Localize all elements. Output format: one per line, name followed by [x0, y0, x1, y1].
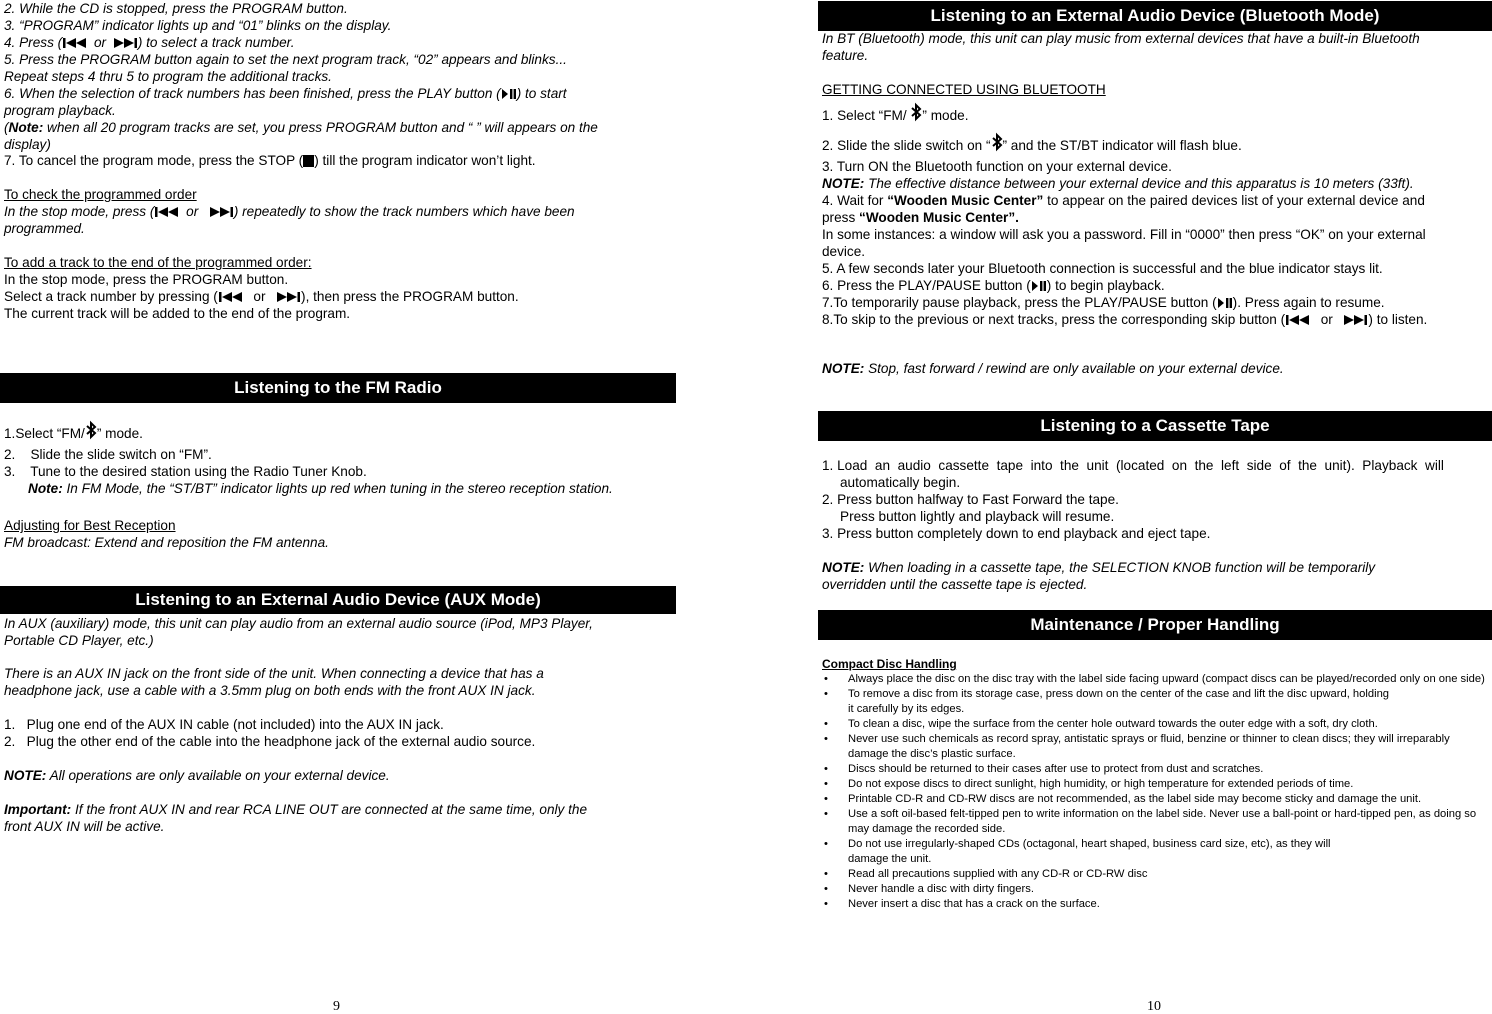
disc-bullet: • Discs should be returned to their cases after use to protect from dust and scratches.	[822, 762, 1492, 777]
add-line-2	[4, 288, 676, 305]
add-post: ), then press the PROGRAM button.	[301, 289, 519, 304]
bt-note-text: The effective distance between your external device and this apparatus is 10 meters (33ft).	[864, 176, 1414, 191]
check-heading: To check the programmed order	[4, 187, 197, 202]
page-number: 10	[1147, 999, 1161, 1014]
bt-step8-pre: 8.To skip to the previous or next tracks, press the corresponding skip button (	[822, 312, 1286, 327]
disc-bullet: • Never handle a disc with dirty fingers.	[822, 882, 1492, 897]
step4-pre: 4. Press (	[4, 35, 63, 50]
program-note	[4, 119, 676, 136]
aux-intro	[4, 615, 676, 649]
cassette-step-3: 3. Press button completely down to end playback and eject tape.	[822, 526, 1211, 541]
aux-jack-1: There is an AUX IN jack on the front side of the unit. When connecting a device that has a	[4, 666, 544, 681]
bt-step-4b	[822, 209, 1492, 226]
fm-step-2: 2. Slide the slide switch on “FM”.	[4, 447, 212, 462]
bluetooth-icon	[991, 132, 1003, 152]
bt-step2-pre: 2. Slide the slide switch on “	[822, 138, 991, 153]
cassette-note-text-2: overridden until the cassette tape is ejected.	[822, 577, 1088, 592]
skip-back-icon	[154, 206, 182, 218]
cassette-section-title: Listening to a Cassette Tape	[818, 411, 1492, 441]
cassette-note-label: NOTE:	[822, 560, 865, 575]
bt-section-title: Listening to an External Audio Device (Bluetooth Mode)	[818, 1, 1492, 31]
bt-step6-post: ) to begin playback.	[1046, 278, 1165, 293]
stop-icon	[303, 155, 314, 167]
check-post: ) repeatedly to show the track numbers which have been	[233, 204, 575, 219]
bt-step2-post: ” and the ST/BT indicator will flash blue.	[1002, 138, 1242, 153]
disc-bullet: • Use a soft oil-based felt-tipped pen to write information on the label side. Never use a ball-point or hard-tipped pen, as doing so may damage the recorded side.	[822, 807, 1492, 837]
program-step-2: 2. While the CD is stopped, press the PROGRAM button.	[4, 1, 348, 16]
step6-post: ) to start	[516, 86, 567, 101]
disc-bullet: • Do not expose discs to direct sunlight, high humidity, or high temperature for extended periods of time.	[822, 777, 1492, 792]
add-or: or	[253, 289, 266, 304]
aux-note-label: NOTE:	[4, 768, 47, 783]
skip-back-icon	[62, 37, 90, 49]
bt-step4b-pre: press	[822, 210, 860, 225]
disc-bullet: • Never insert a disc that has a crack on the surface.	[822, 897, 1492, 912]
bt-note-label: NOTE:	[822, 176, 865, 191]
bt-step-7	[822, 294, 1492, 311]
bt-step1-pre: 1. Select “FM/	[822, 108, 907, 123]
step7-pre: 7. To cancel the program mode, press the STOP (	[4, 153, 304, 168]
page-left	[0, 0, 676, 1014]
aux-step-2: 2. Plug the other end of the cable into the headphone jack of the external audio source.	[4, 734, 536, 749]
program-steps	[4, 0, 676, 153]
aux-section-title: Listening to an External Audio Device (AUX Mode)	[0, 586, 676, 614]
page-number: 9	[333, 999, 340, 1014]
step6-pre: 6. When the selection of track numbers has been finished, press the PLAY button (	[4, 86, 501, 101]
bt-password-1: In some instances: a window will ask you a password. Fill in “0000” then press “OK” on your external	[822, 227, 1426, 242]
bt-note-2	[822, 360, 1492, 377]
skip-forward-icon	[1340, 314, 1368, 326]
bt-note2-text: Stop, fast forward / rewind are only available on your external device.	[864, 361, 1284, 376]
fm-step-3: 3. Tune to the desired station using the Radio Tuner Knob.	[4, 464, 367, 479]
bt-step4-bold: “Wooden Music Center”	[887, 193, 1044, 208]
cassette-step-2: 2. Press button halfway to Fast Forward the tape.	[822, 492, 1119, 507]
program-step-7	[4, 152, 676, 169]
fm-step1-post: ” mode.	[96, 426, 143, 441]
check-order	[4, 186, 676, 237]
fm-section-title: Listening to the FM Radio	[0, 373, 676, 403]
check-pre: In the stop mode, press (	[4, 204, 155, 219]
bt-step8-post: ) to listen.	[1368, 312, 1428, 327]
bt-step7-pre: 7.To temporarily pause playback, press the PLAY/PAUSE button (	[822, 295, 1217, 310]
cassette-step-1b: automatically begin.	[840, 475, 961, 490]
aux-note-text: All operations are only available on your external device.	[46, 768, 390, 783]
bt-step4b-bold: “Wooden Music Center”.	[859, 210, 1019, 225]
skip-back-icon	[1285, 314, 1313, 326]
fm-note-label: Note:	[28, 481, 63, 496]
bt-step1-post: ” mode.	[922, 108, 969, 123]
bt-step-3: 3. Turn ON the Bluetooth function on your external device.	[822, 159, 1172, 174]
play-pause-icon	[501, 88, 517, 100]
program-step-6b: program playback.	[4, 103, 116, 118]
aux-important	[4, 801, 676, 835]
bluetooth-icon	[910, 102, 922, 122]
bt-step7-post: ). Press again to resume.	[1232, 295, 1385, 310]
cassette-note	[822, 559, 1492, 593]
play-pause-icon	[1031, 280, 1047, 292]
bt-step-6	[822, 277, 1492, 294]
aux-steps	[4, 716, 676, 750]
bt-step8-or: or	[1320, 312, 1333, 327]
check-or: or	[186, 204, 199, 219]
bt-step-8	[822, 311, 1492, 328]
skip-back-icon	[218, 291, 246, 303]
aux-step-1: 1. Plug one end of the AUX IN cable (not included) into the AUX IN jack.	[4, 717, 444, 732]
maintenance-section-title: Maintenance / Proper Handling	[818, 610, 1492, 640]
program-step-3: 3. “PROGRAM” indicator lights up and “01” blinks on the display.	[4, 18, 392, 33]
aux-jack-2: headphone jack, use a cable with a 3.5mm plug on both ends with the front AUX IN jack.	[4, 683, 536, 698]
bt-step-1	[822, 102, 1492, 128]
bt-step-4	[822, 192, 1492, 209]
bt-intro-1: In BT (Bluetooth) mode, this unit can play music from external devices that have a built-in Bluetooth	[822, 31, 1420, 46]
fm-step1-pre: 1.Select “FM/	[4, 426, 85, 441]
note-label: Note:	[8, 120, 44, 135]
bt-steps	[822, 81, 1492, 328]
bt-intro	[822, 30, 1492, 64]
fm-note-text: In FM Mode, the “ST/BT” indicator lights up red when tuning in the stereo reception station.	[62, 481, 613, 496]
cassette-step-1: 1. Load an audio cassette tape into the unit (located on the left side of the unit). Playback will	[822, 458, 1444, 473]
aux-intro-1: In AUX (auxiliary) mode, this unit can play audio from an external audio source (iPod, MP3 Player,	[4, 616, 593, 631]
program-repeat: Repeat steps 4 thru 5 to program the additional tracks.	[4, 69, 332, 84]
disc-handling-heading: Compact Disc Handling	[822, 657, 957, 671]
skip-forward-icon	[110, 37, 138, 49]
aux-note	[4, 767, 676, 784]
disc-bullet: • Do not use irregularly-shaped CDs (octagonal, heart shaped, business card size, etc), as they will damage the unit.	[822, 837, 1492, 867]
program-step-6	[4, 85, 676, 102]
step7-post: ) till the program indicator won’t light.	[314, 153, 536, 168]
disc-bullet: • Read all precautions supplied with any CD-R or CD-RW disc	[822, 867, 1492, 882]
skip-forward-icon	[273, 291, 301, 303]
bt-note	[822, 175, 1492, 192]
add-track	[4, 254, 676, 322]
aux-jack	[4, 665, 676, 699]
aux-important-label: Important:	[4, 802, 72, 817]
bt-step6-pre: 6. Press the PLAY/PAUSE button (	[822, 278, 1031, 293]
fm-step-1	[4, 420, 676, 446]
disc-bullet: • To remove a disc from its storage case, press down on the center of the case and lift the disc upward, holding it carefully by its edges.	[822, 687, 1492, 717]
add-heading: To add a track to the end of the programmed order:	[4, 255, 312, 270]
bt-step-5: 5. A few seconds later your Bluetooth connection is successful and the blue indicator stays lit.	[822, 261, 1383, 276]
program-note-2: display)	[4, 137, 51, 152]
disc-bullet: • Always place the disc on the disc tray with the label side facing upward (compact discs can be played/recorded only on one side)	[822, 672, 1492, 687]
bt-intro-2: feature.	[822, 48, 869, 63]
step4-post: ) to select a track number.	[137, 35, 295, 50]
bt-step-2	[822, 132, 1492, 158]
fm-adjust	[4, 517, 676, 551]
aux-intro-2: Portable CD Player, etc.)	[4, 633, 154, 648]
cassette-step-2b: Press button lightly and playback will resume.	[840, 509, 1115, 524]
bt-password-2: device.	[822, 244, 866, 259]
note-open: (	[4, 120, 9, 135]
disc-handling	[822, 657, 1492, 912]
aux-important-text: If the front AUX IN and rear RCA LINE OUT are connected at the same time, only the	[71, 802, 588, 817]
skip-forward-icon	[206, 206, 234, 218]
adjust-text: FM broadcast: Extend and reposition the FM antenna.	[4, 535, 329, 550]
note-text: when all 20 program tracks are set, you press PROGRAM button and “ ” will appears on the	[43, 120, 598, 135]
cassette-note-text: When loading in a cassette tape, the SELECTION KNOB function will be temporarily	[864, 560, 1376, 575]
program-step-4	[4, 34, 676, 51]
fm-note	[4, 480, 676, 497]
check-line	[4, 203, 676, 220]
add-line-1: In the stop mode, press the PROGRAM button.	[4, 272, 289, 287]
play-pause-icon	[1217, 297, 1233, 309]
bt-note2-label: NOTE:	[822, 361, 865, 376]
bt-heading: GETTING CONNECTED USING BLUETOOTH	[822, 82, 1106, 97]
adjust-heading: Adjusting for Best Reception	[4, 518, 176, 533]
cassette-steps	[822, 457, 1492, 542]
program-step-5: 5. Press the PROGRAM button again to set the next program track, “02” appears and blinks...	[4, 52, 567, 67]
bt-step4-pre: 4. Wait for	[822, 193, 888, 208]
disc-bullet: • Never use such chemicals as record spray, antistatic sprays or fluid, benzine or thinner to clean discs; they will irreparably damage the disc’s plastic surface.	[822, 732, 1492, 762]
bluetooth-icon	[85, 420, 97, 440]
bt-step4-post: to appear on the paired devices list of your external device and	[1043, 193, 1425, 208]
step4-or: or	[93, 35, 107, 50]
disc-bullet: • Printable CD-R and CD-RW discs are not recommended, as the label side may become sticky and damage the unit.	[822, 792, 1492, 807]
fm-steps	[4, 420, 676, 497]
check-line-2: programmed.	[4, 221, 85, 236]
add-pre: Select a track number by pressing (	[4, 289, 218, 304]
add-line-3: The current track will be added to the end of the program.	[4, 306, 351, 321]
page-right	[818, 0, 1492, 1014]
aux-important-text-2: front AUX IN will be active.	[4, 819, 165, 834]
disc-bullet: • To clean a disc, wipe the surface from the center hole outward towards the outer edge with a soft, dry cloth.	[822, 717, 1492, 732]
